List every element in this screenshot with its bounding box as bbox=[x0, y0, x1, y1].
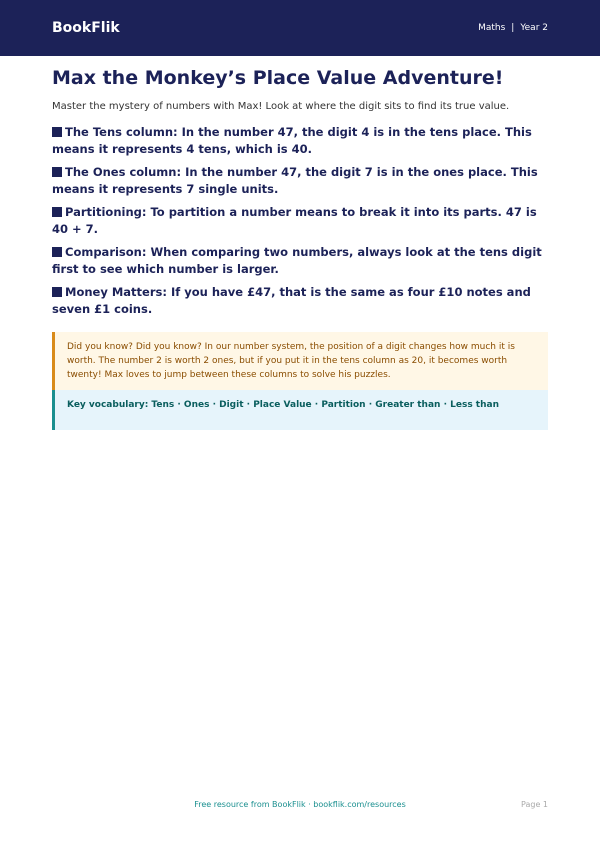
page-header bbox=[0, 0, 600, 56]
key-vocabulary-box: Key vocabulary: Tens · Ones · Digit · Place Value · Partition · Greater than · Less than bbox=[52, 390, 548, 430]
meta-separator: | bbox=[511, 23, 515, 33]
page-footer bbox=[52, 800, 548, 814]
main-content bbox=[52, 66, 548, 430]
key-point bbox=[52, 164, 548, 198]
key-point-text: The Tens column: In the number 47, the digit 4 is in the tens place. This means it represents 4 tens, which is 40. bbox=[52, 125, 532, 156]
footer-link[interactable]: Free resource from BookFlik · bookflik.com/resources bbox=[194, 800, 406, 809]
square-bullet-icon bbox=[52, 247, 62, 257]
brand-logo: BookFlik bbox=[52, 20, 120, 36]
key-points-list bbox=[52, 124, 548, 318]
square-bullet-icon bbox=[52, 167, 62, 177]
page-number: Page 1 bbox=[521, 800, 548, 809]
key-point bbox=[52, 124, 548, 158]
key-point-text: Partitioning: To partition a number means to break it into its parts. 47 is 40 + 7. bbox=[52, 205, 537, 236]
key-point bbox=[52, 284, 548, 318]
subject-label: Maths bbox=[478, 23, 506, 33]
square-bullet-icon bbox=[52, 287, 62, 297]
year-label: Year 2 bbox=[520, 23, 548, 33]
did-you-know-box: Did you know? Did you know? In our number system, the position of a digit changes how much it is worth. The number 2 is worth 2 ones, but if you put it in the tens column as 20, it becomes worth twenty! Max loves to jump between these columns to solve his puzzles. bbox=[52, 332, 548, 390]
header-meta bbox=[478, 23, 548, 33]
key-point bbox=[52, 204, 548, 238]
page-title: Max the Monkey’s Place Value Adventure! bbox=[52, 67, 504, 89]
key-point-text: Money Matters: If you have £47, that is the same as four £10 notes and seven £1 coins. bbox=[52, 285, 531, 316]
key-point-text: Comparison: When comparing two numbers, always look at the tens digit first to see which number is larger. bbox=[52, 245, 542, 276]
key-point bbox=[52, 244, 548, 278]
key-point-text: The Ones column: In the number 47, the digit 7 is in the ones place. This means it represents 7 single units. bbox=[52, 165, 538, 196]
square-bullet-icon bbox=[52, 207, 62, 217]
square-bullet-icon bbox=[52, 127, 62, 137]
intro-text: Master the mystery of numbers with Max! Look at where the digit sits to find its true value. bbox=[52, 101, 510, 112]
